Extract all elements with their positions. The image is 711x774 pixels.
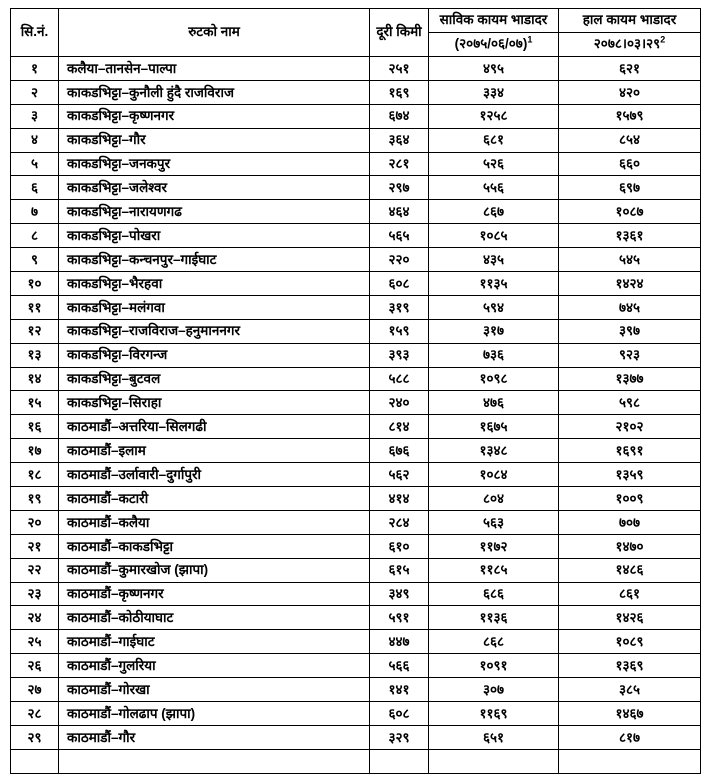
new-fare-cell: ७४५ — [559, 295, 701, 319]
old-fare-footnote-mark: 1 — [527, 34, 533, 45]
table-row — [11, 319, 701, 343]
fare-rate-table — [10, 8, 701, 774]
new-fare-cell: १४८६ — [559, 558, 701, 582]
table-row-partial — [11, 749, 701, 773]
old-fare-cell: ११७२ — [429, 534, 559, 558]
new-fare-cell: ५९८ — [559, 391, 701, 415]
table-row — [11, 367, 701, 391]
distance-cell: ६०८ — [370, 272, 429, 296]
header-row-1 — [11, 9, 701, 33]
old-fare-cell: १६७५ — [429, 415, 559, 439]
route-name-cell: काकडभिट्टा–सिराहा — [59, 391, 370, 415]
table-row — [11, 128, 701, 152]
distance-cell: ३९३ — [370, 343, 429, 367]
new-fare-cell: ५४५ — [559, 248, 701, 272]
new-fare-cell: ८१७ — [559, 725, 701, 749]
old-fare-cell: ३१७ — [429, 319, 559, 343]
new-fare-cell: १५७९ — [559, 104, 701, 128]
new-fare-cell: १४२६ — [559, 606, 701, 630]
old-fare-cell: ८६७ — [429, 200, 559, 224]
serial-number-cell: २५ — [11, 630, 59, 654]
distance-cell: ४६४ — [370, 200, 429, 224]
serial-number-cell: २८ — [11, 702, 59, 726]
old-fare-cell: ११८५ — [429, 558, 559, 582]
distance-cell: ६०८ — [370, 702, 429, 726]
old-fare-cell: ५२६ — [429, 152, 559, 176]
route-name-cell: काठमाडौं–गुलरिया — [59, 654, 370, 678]
table-row — [11, 272, 701, 296]
serial-number-cell: २३ — [11, 582, 59, 606]
fare-table-container — [10, 8, 700, 774]
distance-cell: ४१४ — [370, 487, 429, 511]
table-row — [11, 558, 701, 582]
distance-cell: २८४ — [370, 510, 429, 534]
old-fare-cell: ४९५ — [429, 57, 559, 81]
table-row — [11, 200, 701, 224]
table-row — [11, 152, 701, 176]
new-fare-cell: ३९७ — [559, 319, 701, 343]
table-row — [11, 415, 701, 439]
new-fare-cell: ६६० — [559, 152, 701, 176]
distance-cell: १५९ — [370, 319, 429, 343]
distance-cell: ६७६ — [370, 439, 429, 463]
distance-cell: ५८८ — [370, 367, 429, 391]
table-row — [11, 582, 701, 606]
table-row — [11, 534, 701, 558]
table-row — [11, 295, 701, 319]
old-fare-cell: १३४८ — [429, 439, 559, 463]
empty-cell — [370, 749, 429, 773]
serial-number-cell: ६ — [11, 176, 59, 200]
table-row — [11, 439, 701, 463]
distance-cell: ६१५ — [370, 558, 429, 582]
new-fare-cell: १४७० — [559, 534, 701, 558]
route-name-cell: काठमाडौं–कलैया — [59, 510, 370, 534]
old-fare-cell: ४३५ — [429, 248, 559, 272]
route-name-cell: काठमाडौं–कृष्णनगर — [59, 582, 370, 606]
distance-cell: २९७ — [370, 176, 429, 200]
new-fare-cell: १३६९ — [559, 654, 701, 678]
header-old-fare-title: साविक कायम भाडादर — [429, 9, 559, 33]
serial-number-cell: ४ — [11, 128, 59, 152]
serial-number-cell: १ — [11, 57, 59, 81]
serial-number-cell: १७ — [11, 439, 59, 463]
distance-cell: ३४९ — [370, 582, 429, 606]
new-fare-cell: ४२० — [559, 80, 701, 104]
serial-number-cell: १९ — [11, 487, 59, 511]
serial-number-cell: १० — [11, 272, 59, 296]
old-fare-cell: ११३६ — [429, 606, 559, 630]
old-fare-cell: ११६९ — [429, 702, 559, 726]
serial-number-cell: १५ — [11, 391, 59, 415]
old-fare-cell: ८६८ — [429, 630, 559, 654]
serial-number-cell: ८ — [11, 224, 59, 248]
old-fare-cell: ६५१ — [429, 725, 559, 749]
serial-number-cell: ७ — [11, 200, 59, 224]
table-row — [11, 630, 701, 654]
serial-number-cell: २४ — [11, 606, 59, 630]
distance-cell: ५६६ — [370, 654, 429, 678]
old-fare-cell: ५९४ — [429, 295, 559, 319]
route-name-cell: काकडभिट्टा–राजविराज–हनुमाननगर — [59, 319, 370, 343]
table-row — [11, 725, 701, 749]
empty-cell — [559, 749, 701, 773]
table-row — [11, 678, 701, 702]
route-name-cell: काठमाडौं–कुमारखोज (झापा) — [59, 558, 370, 582]
distance-cell: ८१४ — [370, 415, 429, 439]
old-fare-cell: १०८५ — [429, 224, 559, 248]
old-fare-cell: १२५८ — [429, 104, 559, 128]
route-name-cell: काकडभिट्टा–भैरहवा — [59, 272, 370, 296]
new-fare-cell: १४६७ — [559, 702, 701, 726]
serial-number-cell: २१ — [11, 534, 59, 558]
empty-cell — [429, 749, 559, 773]
table-row — [11, 176, 701, 200]
serial-number-cell: २ — [11, 80, 59, 104]
route-name-cell: काकडभिट्टा–जनकपुर — [59, 152, 370, 176]
header-serial-number: सि.नं. — [11, 9, 59, 57]
serial-number-cell: ११ — [11, 295, 59, 319]
distance-cell: २५१ — [370, 57, 429, 81]
old-fare-cell: ३३४ — [429, 80, 559, 104]
serial-number-cell: १६ — [11, 415, 59, 439]
new-fare-cell: ३८५ — [559, 678, 701, 702]
old-fare-cell: ५६३ — [429, 510, 559, 534]
table-row — [11, 391, 701, 415]
distance-cell: ६७४ — [370, 104, 429, 128]
route-name-cell: काठमाडौं–उर्लावारी–दुर्गापुरी — [59, 463, 370, 487]
distance-cell: ४४७ — [370, 630, 429, 654]
table-row — [11, 248, 701, 272]
header-new-fare-title: हाल कायम भाडादर — [559, 9, 701, 33]
route-name-cell: काठमाडौं–गाईघाट — [59, 630, 370, 654]
new-fare-cell: ९२३ — [559, 343, 701, 367]
route-name-cell: काकडभिट्टा–पोखरा — [59, 224, 370, 248]
table-row — [11, 702, 701, 726]
route-name-cell: कलैया–तानसेन–पाल्पा — [59, 57, 370, 81]
old-fare-cell: ३०७ — [429, 678, 559, 702]
route-name-cell: काठमाडौं–गौर — [59, 725, 370, 749]
distance-cell: ५९१ — [370, 606, 429, 630]
route-name-cell: काठमाडौं–गोलढाप (झापा) — [59, 702, 370, 726]
route-name-cell: काकडभिट्टा–विरगन्ज — [59, 343, 370, 367]
table-row — [11, 57, 701, 81]
new-fare-cell: ६२१ — [559, 57, 701, 81]
new-fare-cell: १३५९ — [559, 463, 701, 487]
new-fare-cell: ६९७ — [559, 176, 701, 200]
serial-number-cell: १४ — [11, 367, 59, 391]
route-name-cell: काकडभिट्टा–जलेश्वर — [59, 176, 370, 200]
serial-number-cell: ९ — [11, 248, 59, 272]
distance-cell: ५६५ — [370, 224, 429, 248]
table-row — [11, 224, 701, 248]
new-fare-cell: ८५४ — [559, 128, 701, 152]
distance-cell: ३१९ — [370, 295, 429, 319]
distance-cell: १४१ — [370, 678, 429, 702]
serial-number-cell: २७ — [11, 678, 59, 702]
distance-cell: ५६२ — [370, 463, 429, 487]
route-name-cell: काकडभिट्टा–कन्चनपुर–गाईघाट — [59, 248, 370, 272]
old-fare-cell: ४७६ — [429, 391, 559, 415]
route-name-cell: काठमाडौं–अत्तरिया–सिलगढी — [59, 415, 370, 439]
empty-cell — [59, 749, 370, 773]
new-fare-date-text: २०७८।०३।२९ — [593, 36, 661, 52]
distance-cell: १६९ — [370, 80, 429, 104]
distance-cell: २२० — [370, 248, 429, 272]
route-name-cell: काकडभिट्टा–कुनौली हुंदै राजविराज — [59, 80, 370, 104]
serial-number-cell: १२ — [11, 319, 59, 343]
serial-number-cell: १८ — [11, 463, 59, 487]
header-new-fare-date — [559, 33, 701, 57]
old-fare-cell: १०९८ — [429, 367, 559, 391]
distance-cell: २४० — [370, 391, 429, 415]
table-row — [11, 510, 701, 534]
new-fare-cell: १४२४ — [559, 272, 701, 296]
old-fare-cell: ११३५ — [429, 272, 559, 296]
serial-number-cell: ५ — [11, 152, 59, 176]
table-header — [11, 9, 701, 57]
serial-number-cell: १३ — [11, 343, 59, 367]
new-fare-cell: १३७७ — [559, 367, 701, 391]
route-name-cell: काकडभिट्टा–गौर — [59, 128, 370, 152]
old-fare-date-text: (२०७५/०६/०७) — [454, 36, 528, 52]
route-name-cell: काठमाडौं–काकडभिट्टा — [59, 534, 370, 558]
fare-table-body — [11, 57, 701, 774]
new-fare-cell: १३६१ — [559, 224, 701, 248]
new-fare-cell: १०८७ — [559, 200, 701, 224]
new-fare-cell: १६९१ — [559, 439, 701, 463]
table-row — [11, 487, 701, 511]
distance-cell: ६१० — [370, 534, 429, 558]
route-name-cell: काकडभिट्टा–नारायणगढ — [59, 200, 370, 224]
route-name-cell: काठमाडौं–कटारी — [59, 487, 370, 511]
new-fare-footnote-mark: 2 — [660, 34, 666, 45]
table-row — [11, 343, 701, 367]
table-row — [11, 463, 701, 487]
distance-cell: २८१ — [370, 152, 429, 176]
new-fare-cell: १०८९ — [559, 630, 701, 654]
route-name-cell: काकडभिट्टा–मलंगवा — [59, 295, 370, 319]
old-fare-cell: १०८४ — [429, 463, 559, 487]
old-fare-cell: ७३६ — [429, 343, 559, 367]
serial-number-cell: २० — [11, 510, 59, 534]
table-row — [11, 606, 701, 630]
serial-number-cell: २६ — [11, 654, 59, 678]
old-fare-cell: ६८६ — [429, 582, 559, 606]
table-row — [11, 80, 701, 104]
route-name-cell: काठमाडौं–कोठीयाघाट — [59, 606, 370, 630]
empty-cell — [11, 749, 59, 773]
new-fare-cell: २१०२ — [559, 415, 701, 439]
route-name-cell: काकडभिट्टा–बुटवल — [59, 367, 370, 391]
table-row — [11, 654, 701, 678]
distance-cell: ३२९ — [370, 725, 429, 749]
serial-number-cell: २२ — [11, 558, 59, 582]
serial-number-cell: २९ — [11, 725, 59, 749]
header-old-fare-date — [429, 33, 559, 57]
route-name-cell: काठमाडौं–इलाम — [59, 439, 370, 463]
new-fare-cell: ७०७ — [559, 510, 701, 534]
distance-cell: ३६४ — [370, 128, 429, 152]
route-name-cell: काठमाडौं–गोरखा — [59, 678, 370, 702]
route-name-cell: काकडभिट्टा–कृष्णनगर — [59, 104, 370, 128]
table-row — [11, 104, 701, 128]
old-fare-cell: १०९१ — [429, 654, 559, 678]
header-route-name: रुटको नाम — [59, 9, 370, 57]
new-fare-cell: १००९ — [559, 487, 701, 511]
header-distance-km: दूरी किमी — [370, 9, 429, 57]
new-fare-cell: ८६१ — [559, 582, 701, 606]
serial-number-cell: ३ — [11, 104, 59, 128]
old-fare-cell: ५५६ — [429, 176, 559, 200]
old-fare-cell: ८०४ — [429, 487, 559, 511]
old-fare-cell: ६८१ — [429, 128, 559, 152]
